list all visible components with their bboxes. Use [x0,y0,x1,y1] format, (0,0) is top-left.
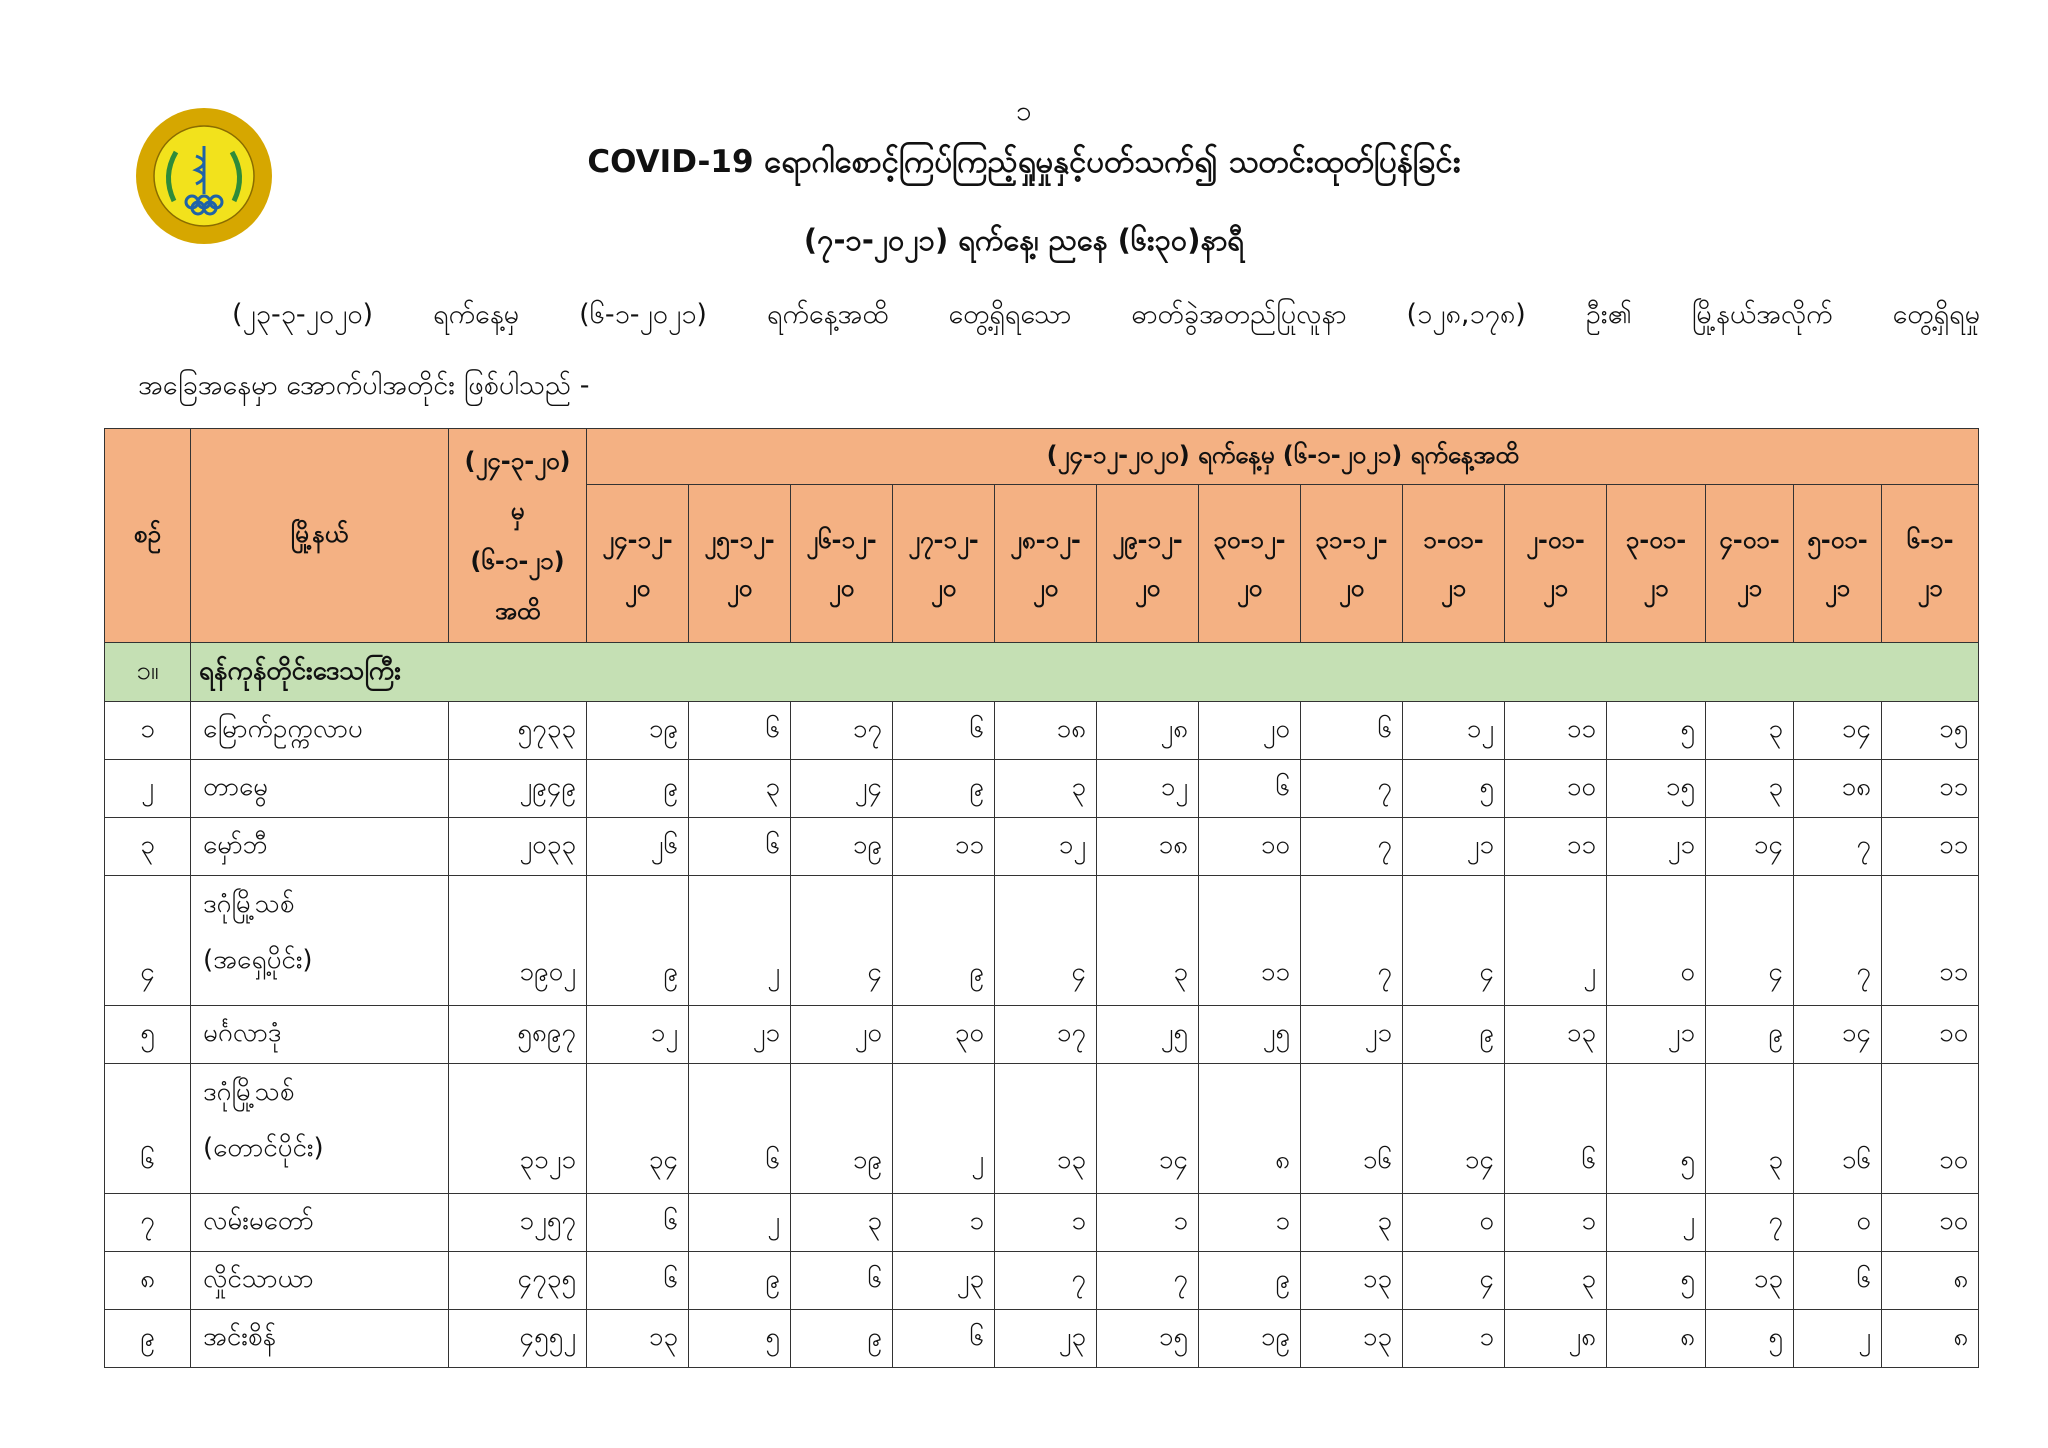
township-name-line: (တောင်ပိုင်း) [203,1133,324,1163]
row-number: ၃ [105,818,191,876]
header-date-top: ၂၈-၁၂- [1010,525,1081,554]
daily-count: ၁၅ [1097,1310,1199,1368]
cumulative-total: ၁၂၅၇ [449,1194,587,1252]
daily-count: ၇ [995,1252,1097,1310]
daily-count: ၅ [1706,1310,1794,1368]
header-township: မြို့နယ် [191,429,449,643]
header-date [1403,485,1505,643]
header-date-bottom: ၂၀ [1236,573,1263,602]
daily-count: ၉ [791,1310,893,1368]
daily-count: ၁၃ [587,1310,689,1368]
daily-count: ၀ [1403,1194,1505,1252]
daily-count: ၁၈ [1794,760,1882,818]
daily-count: ၁၃ [1505,1006,1607,1064]
daily-count: ၁၄ [1794,1006,1882,1064]
daily-count: ၃၄ [587,1064,689,1194]
table-row [105,876,1979,1006]
header-date-bottom: ၂၀ [1338,573,1365,602]
header-date-bottom: ၂၁ [1824,573,1851,602]
township-name-line: တာမွေ [203,772,268,802]
daily-count: ၂၅ [1199,1006,1301,1064]
daily-count: ၉ [587,876,689,1006]
daily-count: ၁၁ [893,818,995,876]
header-date [1706,485,1794,643]
daily-count: ၇ [1301,818,1403,876]
header-date [587,485,689,643]
daily-count: ၈ [1882,1252,1979,1310]
township-name-line: လှိုင်သာယာ [203,1264,314,1294]
township-name-line: ဒဂုံမြို့သစ် [203,1077,295,1107]
daily-count: ၂၀ [1199,702,1301,760]
daily-count: ၂၁ [1607,818,1706,876]
daily-count: ၁၁ [1505,702,1607,760]
daily-count: ၆ [587,1252,689,1310]
daily-count: ၉ [587,760,689,818]
daily-count: ၂ [1505,876,1607,1006]
township-name [191,1006,449,1064]
daily-count: ၄ [791,876,893,1006]
header-date [791,485,893,643]
daily-count: ၁၀ [1882,1064,1979,1194]
daily-count: ၁၄ [1706,818,1794,876]
table-row [105,818,1979,876]
daily-count: ၇ [1301,876,1403,1006]
daily-count: ၂၀ [791,1006,893,1064]
header-cumulative-line: မှ [510,496,525,525]
township-name [191,1064,449,1194]
daily-count: ၇ [1794,818,1882,876]
daily-count: ၁၃ [1301,1252,1403,1310]
daily-count: ၁ [1199,1194,1301,1252]
daily-count: ၉ [689,1252,791,1310]
township-name [191,760,449,818]
daily-count: ၉ [1706,1006,1794,1064]
daily-count: ၁၁ [1882,818,1979,876]
header-date [1505,485,1607,643]
header-date [995,485,1097,643]
row-number: ၅ [105,1006,191,1064]
daily-count: ၁၃ [1301,1310,1403,1368]
header-date-top: ၃၁-၁၂- [1315,525,1388,554]
daily-count: ၁၅ [1882,702,1979,760]
table-row [105,1252,1979,1310]
daily-count: ၃ [1706,1064,1794,1194]
daily-count: ၄ [1403,876,1505,1006]
daily-count: ၁၂ [1403,702,1505,760]
daily-count: ၄ [995,876,1097,1006]
header-cumulative-line: (၂၄-၃-၂၀) [464,446,571,475]
daily-count: ၁၈ [1097,818,1199,876]
daily-count: ၂ [893,1064,995,1194]
header-date-top: ၃၀-၁၂- [1213,525,1286,554]
row-number: ၂ [105,760,191,818]
region-name: ရန်ကုန်တိုင်းဒေသကြီး [191,643,1979,702]
daily-count: ၂၁ [1403,818,1505,876]
header-cumulative-line: အထိ [494,596,541,625]
daily-count: ၁၀ [1882,1194,1979,1252]
daily-count: ၂ [1607,1194,1706,1252]
header-date-top: ၂၇-၁၂- [908,525,979,554]
daily-count: ၃ [689,760,791,818]
daily-count: ၅ [1607,702,1706,760]
table-row [105,1064,1979,1194]
daily-count: ၁၆ [1301,1064,1403,1194]
header-date-bottom: ၂၀ [828,573,855,602]
daily-count: ၂၃ [893,1252,995,1310]
table-row [105,1194,1979,1252]
daily-count: ၃၀ [893,1006,995,1064]
daily-count: ၆ [893,702,995,760]
township-name [191,818,449,876]
daily-count: ၁၆ [1794,1064,1882,1194]
daily-count: ၁၁ [1199,876,1301,1006]
header-date-bottom: ၂၀ [1134,573,1161,602]
township-name-line: မှော်ဘီ [203,830,268,860]
daily-count: ၁၀ [1882,1006,1979,1064]
daily-count: ၅ [1607,1064,1706,1194]
daily-count: ၁၉ [791,818,893,876]
daily-count: ၂၅ [1097,1006,1199,1064]
header-date-top: ၄-၀၁- [1719,525,1780,554]
daily-count: ၁၃ [995,1064,1097,1194]
cumulative-total: ၄၇၃၅ [449,1252,587,1310]
daily-count: ၀ [1794,1194,1882,1252]
daily-count: ၃ [995,760,1097,818]
daily-count: ၂၄ [791,760,893,818]
daily-count: ၃ [791,1194,893,1252]
daily-count: ၂ [689,1194,791,1252]
daily-count: ၁၂ [1097,760,1199,818]
header-date [1097,485,1199,643]
daily-count: ၁၁ [1882,876,1979,1006]
daily-count: ၂၁ [689,1006,791,1064]
daily-count: ၆ [689,818,791,876]
daily-count: ၁၇ [791,702,893,760]
daily-count: ၆ [1301,702,1403,760]
daily-count: ၇ [1097,1252,1199,1310]
daily-count: ၆ [1199,760,1301,818]
daily-count: ၈ [1607,1310,1706,1368]
cumulative-total: ၅၈၉၇ [449,1006,587,1064]
daily-count: ၅ [1403,760,1505,818]
daily-count: ၉ [893,876,995,1006]
daily-count: ၂၃ [995,1310,1097,1368]
township-name-line: မင်္ဂလာဒုံ [203,1018,282,1048]
daily-count: ၆ [689,1064,791,1194]
header-date-bottom: ၂၁ [1917,573,1943,602]
daily-count: ၀ [1607,876,1706,1006]
table-row [105,1006,1979,1064]
header-date-top: ၁-၀၁- [1423,525,1484,554]
daily-count: ၁၈ [995,702,1097,760]
daily-count: ၂ [1794,1310,1882,1368]
daily-count: ၁၇ [995,1006,1097,1064]
daily-count: ၁၂ [587,1006,689,1064]
page-number: ၁ [1016,94,1032,127]
row-number: ၁ [105,702,191,760]
cases-table [104,428,1979,1368]
page-title: COVID-19 ရောဂါစောင့်ကြပ်ကြည့်ရှုမှုနှင့်ပတ်သက်၍ သတင်းထုတ်ပြန်ခြင်း [587,144,1461,180]
header-date-bottom: ၂၁ [1643,573,1669,602]
daily-count: ၅ [1607,1252,1706,1310]
header-date-bottom: ၂၀ [1032,573,1059,602]
daily-count: ၁၃ [1706,1252,1794,1310]
daily-count: ၃ [1706,702,1794,760]
header-date-bottom: ၂၀ [624,573,651,602]
header-date-top: ၃-၀၁- [1625,525,1687,554]
township-name-line: ဒဂုံမြို့သစ် [203,889,295,919]
header-date-top: ၆-၁- [1906,525,1954,554]
daily-count: ၂၁ [1607,1006,1706,1064]
header-date [689,485,791,643]
intro-line-1: (၂၃-၃-၂၀၂၀) ရက်နေ့မှ (၆-၁-၂၀၂၁) ရက်နေ့အထိ တွေ့ရှိရသော ဓာတ်ခွဲအတည်ပြုလူနာ (၁၂၈,၁၇၈) ဦး၏ မြို့နယ်အလိုက် တွေ့ရှိရမှု [232,299,1980,330]
daily-count: ၁ [995,1194,1097,1252]
header-date-top: ၂၉-၁၂- [1112,525,1183,554]
header-date-top: ၂၆-၁၂- [806,525,877,554]
township-name [191,876,449,1006]
header-date [1882,485,1979,643]
township-name [191,1252,449,1310]
region-row [105,643,1979,702]
daily-count: ၆ [893,1310,995,1368]
daily-count: ၂၁ [1301,1006,1403,1064]
daily-count: ၂၈ [1505,1310,1607,1368]
cumulative-total: ၄၅၅၂ [449,1310,587,1368]
header-date-top: ၂၅-၁၂- [704,525,775,554]
header-date-bottom: ၂၁ [1542,573,1569,602]
daily-count: ၆ [791,1252,893,1310]
daily-count: ၇ [1794,876,1882,1006]
cumulative-total: ၁၉၀၂ [449,876,587,1006]
header-serial: စဉ် [105,429,191,643]
daily-count: ၁၉ [587,702,689,760]
header-date-range: (၂၄-၁၂-၂၀၂၀) ရက်နေ့မှ (၆-၁-၂၀၂၁) ရက်နေ့အထိ [587,429,1979,485]
daily-count: ၉ [1199,1252,1301,1310]
township-name-line: လမ်းမတော် [203,1206,314,1236]
daily-count: ၁၁ [1505,818,1607,876]
township-name-line: မြောက်ဥက္ကလာပ [203,714,363,744]
township-name [191,1310,449,1368]
daily-count: ၄ [1706,876,1794,1006]
daily-count: ၁၀ [1505,760,1607,818]
daily-count: ၁ [1403,1310,1505,1368]
table-row [105,702,1979,760]
header-date [893,485,995,643]
daily-count: ၃ [1097,876,1199,1006]
daily-count: ၇ [1301,760,1403,818]
township-name [191,1194,449,1252]
header-date-bottom: ၂၀ [726,573,753,602]
header-date-bottom: ၂၁ [1440,573,1467,602]
row-number: ၇ [105,1194,191,1252]
header-date-bottom: ၂၀ [930,573,957,602]
daily-count: ၁၂ [995,818,1097,876]
daily-count: ၇ [1706,1194,1794,1252]
township-name-line: (အရှေ့ပိုင်း) [203,945,313,975]
township-name [191,702,449,760]
header-date-top: ၂-၀၁- [1526,525,1585,554]
daily-count: ၃ [1505,1252,1607,1310]
daily-count: ၁၉ [791,1064,893,1194]
daily-count: ၃ [1301,1194,1403,1252]
daily-count: ၄ [1403,1252,1505,1310]
daily-count: ၃ [1706,760,1794,818]
cumulative-total: ၂၉၄၉ [449,760,587,818]
daily-count: ၁၄ [1097,1064,1199,1194]
cumulative-total: ၅၇၃၃ [449,702,587,760]
table-row [105,760,1979,818]
daily-count: ၁၉ [1199,1310,1301,1368]
daily-count: ၉ [893,760,995,818]
daily-count: ၁၄ [1794,702,1882,760]
header-cumulative-line: (၆-၁-၂၁) [470,546,565,575]
daily-count: ၁၁ [1882,760,1979,818]
row-number: ၈ [105,1252,191,1310]
header-date-top: ၂၄-၁၂- [602,525,673,554]
row-number: ၆ [105,1064,191,1194]
cumulative-total: ၂၀၃၃ [449,818,587,876]
daily-count: ၁ [1505,1194,1607,1252]
region-number: ၁။ [105,643,191,702]
daily-count: ၂၈ [1097,702,1199,760]
header-date-bottom: ၂၁ [1736,573,1763,602]
table-row [105,1310,1979,1368]
daily-count: ၆ [1794,1252,1882,1310]
cumulative-total: ၃၁၂၁ [449,1064,587,1194]
daily-count: ၂၆ [587,818,689,876]
header-date [1794,485,1882,643]
daily-count: ၆ [689,702,791,760]
daily-count: ၂ [689,876,791,1006]
header-date [1199,485,1301,643]
daily-count: ၆ [1505,1064,1607,1194]
daily-count: ၉ [1403,1006,1505,1064]
daily-count: ၁၀ [1199,818,1301,876]
page-subtitle: (၇-၁-၂၀၂၁) ရက်နေ့၊ ညနေ (၆း၃၀)နာရီ [803,223,1245,257]
header-date [1301,485,1403,643]
daily-count: ၁၅ [1607,760,1706,818]
daily-count: ၈ [1199,1064,1301,1194]
row-number: ၉ [105,1310,191,1368]
daily-count: ၅ [689,1310,791,1368]
row-number: ၄ [105,876,191,1006]
intro-line-2: အခြေအနေမှာ အောက်ပါအတိုင်း ဖြစ်ပါသည် - [138,370,590,401]
daily-count: ၁ [893,1194,995,1252]
daily-count: ၈ [1882,1310,1979,1368]
daily-count: ၆ [587,1194,689,1252]
daily-count: ၁ [1097,1194,1199,1252]
header-cumulative [449,429,587,643]
township-name-line: အင်းစိန် [203,1322,276,1352]
header-date [1607,485,1706,643]
header-date-top: ၅-၀၁- [1807,525,1868,554]
daily-count: ၁၄ [1403,1064,1505,1194]
